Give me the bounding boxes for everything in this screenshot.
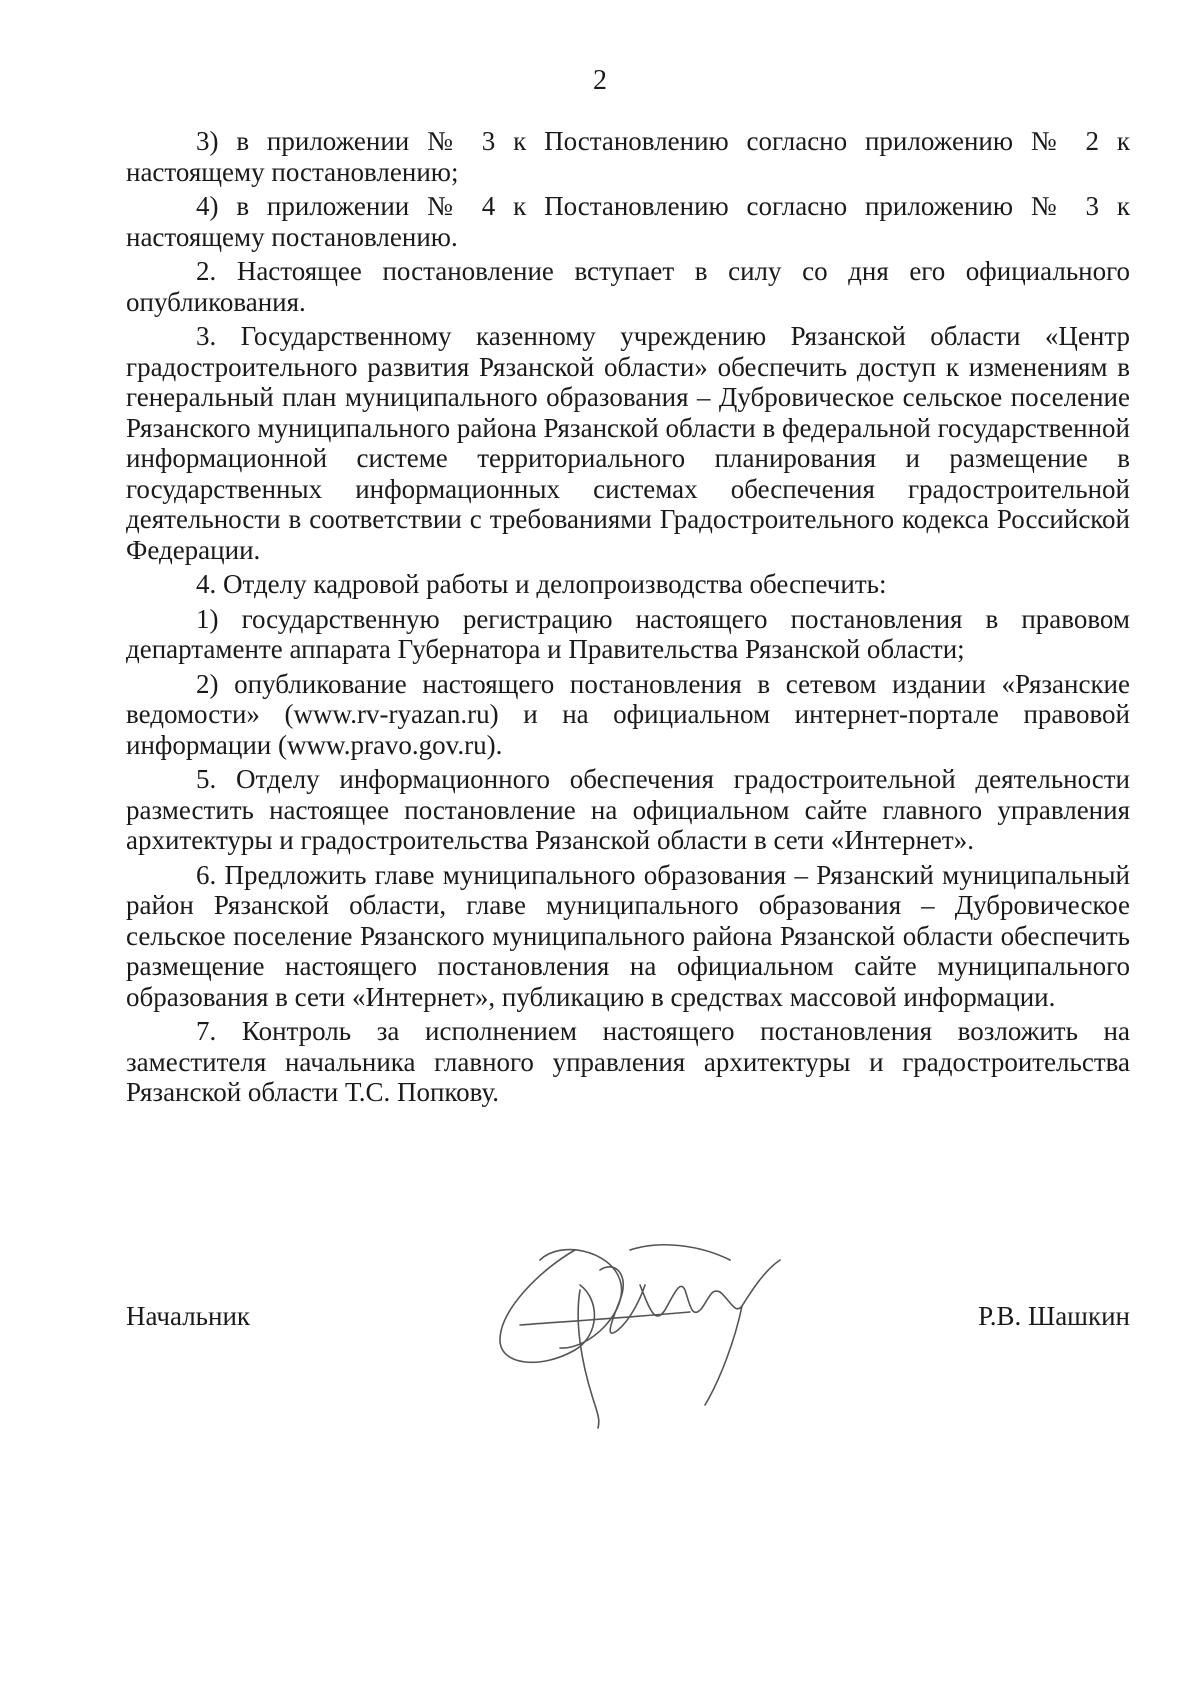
document-body <box>126 126 1130 1108</box>
paragraph-4: 4. Отделу кадровой работы и делопроизводства обеспечить: <box>196 569 887 599</box>
paragraph-1-item-3: 3) в приложении № 3 к Постановлению согласно приложению № 2 к настоящему постановлению; <box>126 126 1130 187</box>
paragraph-7: 7. Контроль за исполнением настоящего постановления возложить на заместителя начальника главного управления архитектуры и градостроительства Рязанской области Т.С. Попкову. <box>126 1016 1130 1107</box>
paragraph-2: 2. Настоящее постановление вступает в силу со дня его официального опубликования. <box>126 256 1130 317</box>
signature-block <box>126 1300 1130 1340</box>
signatory-role: Начальник <box>126 1301 251 1331</box>
page-number: 2 <box>593 65 607 96</box>
paragraph-3: 3. Государственному казенному учреждению Рязанской области «Центр градостроительного развития Рязанской области» обеспечить доступ к изменениям в генеральный план муниципального образования – Дубровическое сельское поселение Рязанского муниципального района Рязанской области в федеральной государственной информационной системе территориального планирования и размещение в государственных информационных системах обеспечения градостроительной деятельности в соответствии с требованиями Градостроительного кодекса Российской Федерации. <box>126 321 1130 565</box>
paragraph-6: 6. Предложить главе муниципального образования – Рязанский муниципальный район Рязанской области, главе муниципального образования – Дубровическое сельское поселение Рязанского муниципального района Рязанской области обеспечить размещение настоящего постановления на официальном сайте муниципального образования в сети «Интернет», публикацию в средствах массовой информации. <box>126 859 1130 1012</box>
paragraph-4-item-2: 2) опубликование настоящего постановления в сетевом издании «Рязанские ведомости» (www.rv-ryazan.ru) и на официальном интернет-портале правовой информации (www.pravo.gov.ru). <box>126 668 1130 760</box>
paragraph-5: 5. Отделу информационного обеспечения градостроительной деятельности разместить настоящее постановление на официальном сайте главного управления архитектуры и градостроительства Рязанской области в сети «Интернет». <box>126 764 1130 855</box>
paragraph-1-item-4: 4) в приложении № 4 к Постановлению согласно приложению № 3 к настоящему постановлению. <box>126 191 1130 252</box>
signatory-name: Р.В. Шашкин <box>978 1301 1130 1331</box>
paragraph-4-item-1: 1) государственную регистрацию настоящего постановления в правовом департаменте аппарата Губернатора и Правительства Рязанской области; <box>126 603 1130 664</box>
